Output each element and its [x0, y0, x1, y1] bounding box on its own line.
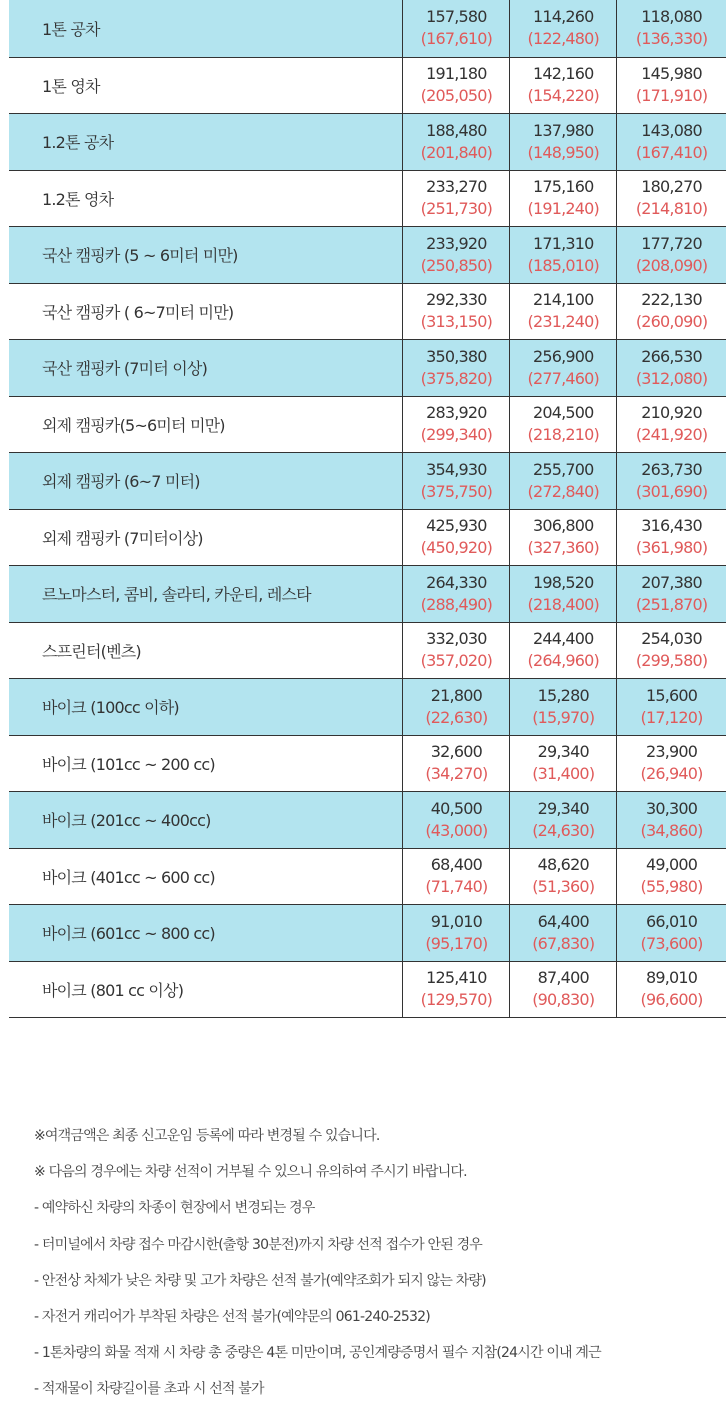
fare-cell — [616, 114, 726, 170]
fare-value: 233,270 — [426, 177, 487, 197]
fare-value: 29,340 — [537, 742, 589, 762]
vehicle-type-label: 국산 캠핑카 (5 ~ 6미터 미만) — [9, 227, 402, 283]
fare-value-alt: (67,830) — [532, 933, 595, 953]
vehicle-type-label: 1톤 영차 — [42, 76, 100, 96]
fare-value: 316,430 — [641, 516, 702, 536]
fare-value-alt: (43,000) — [425, 820, 488, 840]
fare-cell — [402, 171, 509, 227]
fare-value-alt: (122,480) — [527, 29, 599, 49]
vehicle-type-label: 1톤 공차 — [9, 0, 402, 57]
fare-value: 425,930 — [426, 516, 487, 536]
fare-cell — [402, 849, 509, 905]
table-row — [9, 961, 726, 1018]
fare-value: 180,270 — [641, 177, 702, 197]
notes-section — [34, 1118, 726, 1408]
fare-value-alt: (277,460) — [527, 368, 599, 388]
fare-value-alt: (129,570) — [420, 990, 493, 1010]
fare-cell — [509, 0, 616, 57]
note-line: - 터미널에서 차량 접수 마감시한(출항 30분전)까지 차량 선적 접수가 안된 경우 — [34, 1236, 483, 1253]
fare-cell — [616, 792, 726, 848]
fare-table — [9, 0, 726, 1018]
fare-cell — [509, 510, 616, 566]
vehicle-type-label: 외제 캠핑카 (6~7 미터) — [9, 453, 402, 509]
fare-value: 30,300 — [645, 798, 698, 818]
vehicle-type-label: 바이크 (601cc ~ 800 cc) — [9, 905, 402, 961]
vehicle-type-label: 1.2톤 영차 — [42, 189, 114, 209]
fare-value: 292,330 — [426, 290, 487, 310]
fare-value: 15,280 — [537, 685, 589, 705]
fare-cell — [509, 114, 616, 170]
fare-value-alt: (241,920) — [635, 425, 708, 445]
vehicle-type-label: 바이크 (801 cc 이상) — [42, 980, 184, 1000]
fare-value-alt: (154,220) — [527, 86, 599, 106]
fare-value: 198,520 — [532, 572, 594, 592]
fare-value-alt: (31,400) — [532, 764, 595, 784]
fare-value-alt: (299,580) — [635, 651, 708, 671]
note-line: - 적재물이 차량길이를 초과 시 선적 불가 — [34, 1381, 264, 1398]
fare-value-alt: (171,910) — [635, 86, 708, 106]
fare-value-alt: (218,400) — [527, 594, 599, 614]
vehicle-type-label: 스프린터(벤츠) — [42, 641, 141, 661]
fare-value-alt: (95,170) — [425, 933, 488, 953]
fare-value: 143,080 — [641, 120, 702, 140]
fare-value-alt: (34,860) — [640, 820, 703, 840]
fare-cell — [509, 284, 616, 340]
fare-value: 68,400 — [430, 855, 482, 875]
fare-value: 125,410 — [426, 968, 487, 988]
fare-value-alt: (272,840) — [527, 481, 599, 501]
fare-value: 91,010 — [430, 911, 482, 931]
fare-value-alt: (15,970) — [532, 707, 595, 727]
fare-cell — [509, 792, 616, 848]
fare-value-alt: (55,980) — [640, 877, 703, 897]
fare-value-alt: (301,690) — [635, 481, 708, 501]
fare-value: 263,730 — [641, 459, 702, 479]
fare-value: 306,800 — [532, 516, 594, 536]
fare-cell — [616, 58, 726, 114]
fare-value-alt: (264,960) — [527, 651, 599, 671]
fare-cell — [509, 340, 616, 396]
note-line: ※여객금액은 최종 신고운임 등록에 따라 변경될 수 있습니다. — [34, 1128, 380, 1144]
fare-value-alt: (71,740) — [425, 877, 488, 897]
fare-cell — [509, 58, 616, 114]
vehicle-type-label: 바이크 (201cc ~ 400cc) — [9, 792, 402, 848]
fare-value: 171,310 — [532, 233, 594, 253]
fare-value: 204,500 — [532, 403, 594, 423]
vehicle-type-label: 바이크 (101cc ~ 200 cc) — [42, 754, 215, 774]
fare-value-alt: (148,950) — [527, 142, 599, 162]
fare-value-alt: (375,820) — [420, 368, 493, 388]
fare-cell — [402, 736, 509, 792]
table-row — [9, 452, 726, 509]
fare-value: 264,330 — [426, 572, 487, 592]
note-line: - 자전거 캐리어가 부착된 차량은 선적 불가(예약문의 061-240-2532) — [34, 1308, 430, 1325]
fare-value: 48,620 — [537, 855, 589, 875]
fare-value-alt: (231,240) — [527, 312, 599, 332]
table-row — [9, 113, 726, 170]
fare-value-alt: (201,840) — [420, 142, 493, 162]
fare-cell — [616, 397, 726, 453]
fare-value: 354,930 — [426, 459, 487, 479]
fare-cell — [616, 510, 726, 566]
fare-value: 64,400 — [537, 911, 589, 931]
fare-cell — [402, 679, 509, 735]
note-line: - 안전상 차체가 낮은 차량 및 고가 차량은 선적 불가(예약조회가 되지 않는 차량) — [34, 1272, 486, 1289]
fare-cell — [402, 566, 509, 622]
fare-cell — [616, 736, 726, 792]
fare-value-alt: (312,080) — [635, 368, 708, 388]
fare-cell — [616, 679, 726, 735]
fare-value: 29,340 — [537, 798, 589, 818]
fare-cell — [509, 623, 616, 679]
fare-value: 255,700 — [532, 459, 594, 479]
fare-value-alt: (450,920) — [420, 538, 493, 558]
fare-value-alt: (218,210) — [527, 425, 599, 445]
fare-cell — [509, 905, 616, 961]
fare-cell — [509, 453, 616, 509]
fare-cell — [402, 792, 509, 848]
fare-value: 137,980 — [532, 120, 594, 140]
fare-value: 188,480 — [426, 120, 487, 140]
fare-cell — [509, 679, 616, 735]
fare-value-alt: (191,240) — [527, 199, 599, 219]
fare-value: 233,920 — [426, 233, 487, 253]
fare-value: 210,920 — [641, 403, 702, 423]
fare-cell — [509, 171, 616, 227]
table-row — [9, 0, 726, 57]
fare-value-alt: (90,830) — [532, 990, 595, 1010]
fare-value: 177,720 — [641, 233, 702, 253]
table-row — [9, 904, 726, 961]
fare-cell — [616, 566, 726, 622]
table-row — [9, 283, 726, 340]
fare-cell — [616, 340, 726, 396]
fare-cell — [616, 227, 726, 283]
fare-cell — [402, 340, 509, 396]
fare-value-alt: (251,870) — [635, 594, 708, 614]
fare-cell — [616, 171, 726, 227]
table-row — [9, 396, 726, 453]
fare-value-alt: (327,360) — [527, 538, 599, 558]
fare-cell — [616, 0, 726, 57]
fare-value: 66,010 — [645, 911, 698, 931]
fare-value: 21,800 — [430, 685, 482, 705]
fare-value: 222,130 — [641, 290, 702, 310]
fare-cell — [616, 623, 726, 679]
fare-value-alt: (96,600) — [640, 990, 703, 1010]
vehicle-type-label: 국산 캠핑카 ( 6~7미터 미만) — [42, 302, 234, 322]
fare-value: 207,380 — [641, 572, 702, 592]
table-row — [9, 509, 726, 566]
fare-value: 118,080 — [641, 7, 702, 27]
fare-value-alt: (185,010) — [527, 255, 599, 275]
fare-value-alt: (375,750) — [420, 481, 493, 501]
fare-cell — [402, 623, 509, 679]
fare-value-alt: (208,090) — [635, 255, 708, 275]
table-row — [9, 226, 726, 283]
vehicle-type-label: 외제 캠핑카(5~6미터 미만) — [42, 415, 225, 435]
fare-value: 89,010 — [645, 968, 698, 988]
fare-value-alt: (167,610) — [420, 29, 493, 49]
fare-cell — [616, 962, 726, 1018]
fare-value: 15,600 — [645, 685, 698, 705]
fare-cell — [616, 284, 726, 340]
table-row — [9, 678, 726, 735]
table-row — [9, 848, 726, 905]
fare-value-alt: (251,730) — [420, 199, 493, 219]
fare-value-alt: (167,410) — [635, 142, 708, 162]
fare-value-alt: (34,270) — [425, 764, 488, 784]
fare-cell — [509, 962, 616, 1018]
fare-value: 244,400 — [532, 629, 594, 649]
fare-value: 175,160 — [532, 177, 594, 197]
fare-value-alt: (73,600) — [640, 933, 703, 953]
fare-value-alt: (22,630) — [425, 707, 488, 727]
fare-value-alt: (24,630) — [532, 820, 595, 840]
fare-cell — [402, 0, 509, 57]
table-row — [9, 791, 726, 848]
vehicle-type-label: 바이크 (401cc ~ 600 cc) — [42, 867, 215, 887]
fare-value: 40,500 — [430, 798, 482, 818]
fare-value: 32,600 — [430, 742, 482, 762]
fare-value-alt: (205,050) — [420, 86, 493, 106]
fare-value: 49,000 — [645, 855, 698, 875]
fare-value: 256,900 — [532, 346, 594, 366]
fare-value: 266,530 — [641, 346, 702, 366]
table-row — [9, 170, 726, 227]
fare-value-alt: (313,150) — [420, 312, 493, 332]
fare-value: 214,100 — [532, 290, 594, 310]
fare-cell — [402, 227, 509, 283]
fare-cell — [509, 397, 616, 453]
fare-value-alt: (214,810) — [635, 199, 708, 219]
fare-value: 191,180 — [426, 64, 487, 84]
fare-value-alt: (361,980) — [635, 538, 708, 558]
fare-value-alt: (26,940) — [640, 764, 703, 784]
fare-cell — [402, 510, 509, 566]
table-row — [9, 735, 726, 792]
fare-value: 254,030 — [641, 629, 702, 649]
vehicle-type-label: 국산 캠핑카 (7미터 이상) — [9, 340, 402, 396]
vehicle-type-label: 1.2톤 공차 — [9, 114, 402, 170]
fare-value: 283,920 — [426, 403, 487, 423]
fare-value: 114,260 — [532, 7, 594, 27]
fare-cell — [402, 284, 509, 340]
note-line: - 예약하신 차량의 차종이 현장에서 변경되는 경우 — [34, 1200, 315, 1217]
vehicle-type-label: 외제 캠핑카 (7미터이상) — [42, 528, 203, 548]
fare-value-alt: (17,120) — [640, 707, 703, 727]
fare-value-alt: (136,330) — [635, 29, 708, 49]
fare-value: 145,980 — [641, 64, 702, 84]
vehicle-type-label: 바이크 (100cc 이하) — [9, 679, 402, 735]
fare-cell — [402, 905, 509, 961]
fare-cell — [402, 397, 509, 453]
table-row — [9, 622, 726, 679]
fare-cell — [616, 849, 726, 905]
fare-cell — [402, 114, 509, 170]
fare-cell — [509, 566, 616, 622]
note-line: ※ 다음의 경우에는 차량 선적이 거부될 수 있으니 유의하여 주시기 바랍니다. — [34, 1164, 467, 1181]
fare-cell — [509, 227, 616, 283]
fare-cell — [616, 453, 726, 509]
table-row — [9, 57, 726, 114]
fare-value: 350,380 — [426, 346, 487, 366]
fare-value: 87,400 — [537, 968, 589, 988]
fare-value-alt: (250,850) — [420, 255, 493, 275]
fare-cell — [616, 905, 726, 961]
note-line: - 1톤차량의 화물 적재 시 차량 총 중량은 4톤 미만이며, 공인계량증명서 필수 지참(24시간 이내 계근 — [34, 1345, 601, 1362]
fare-cell — [509, 849, 616, 905]
fare-cell — [402, 962, 509, 1018]
table-row — [9, 565, 726, 622]
fare-value: 23,900 — [645, 742, 698, 762]
fare-value: 157,580 — [426, 7, 487, 27]
fare-value: 142,160 — [532, 64, 594, 84]
fare-value-alt: (299,340) — [420, 425, 493, 445]
fare-cell — [402, 453, 509, 509]
fare-value-alt: (288,490) — [420, 594, 493, 614]
fare-cell — [402, 58, 509, 114]
fare-cell — [509, 736, 616, 792]
table-row — [9, 339, 726, 396]
fare-value-alt: (260,090) — [635, 312, 708, 332]
fare-value: 332,030 — [426, 629, 487, 649]
fare-value-alt: (357,020) — [420, 651, 493, 671]
fare-value-alt: (51,360) — [532, 877, 595, 897]
vehicle-type-label: 르노마스터, 콤비, 솔라티, 카운티, 레스타 — [9, 566, 402, 622]
